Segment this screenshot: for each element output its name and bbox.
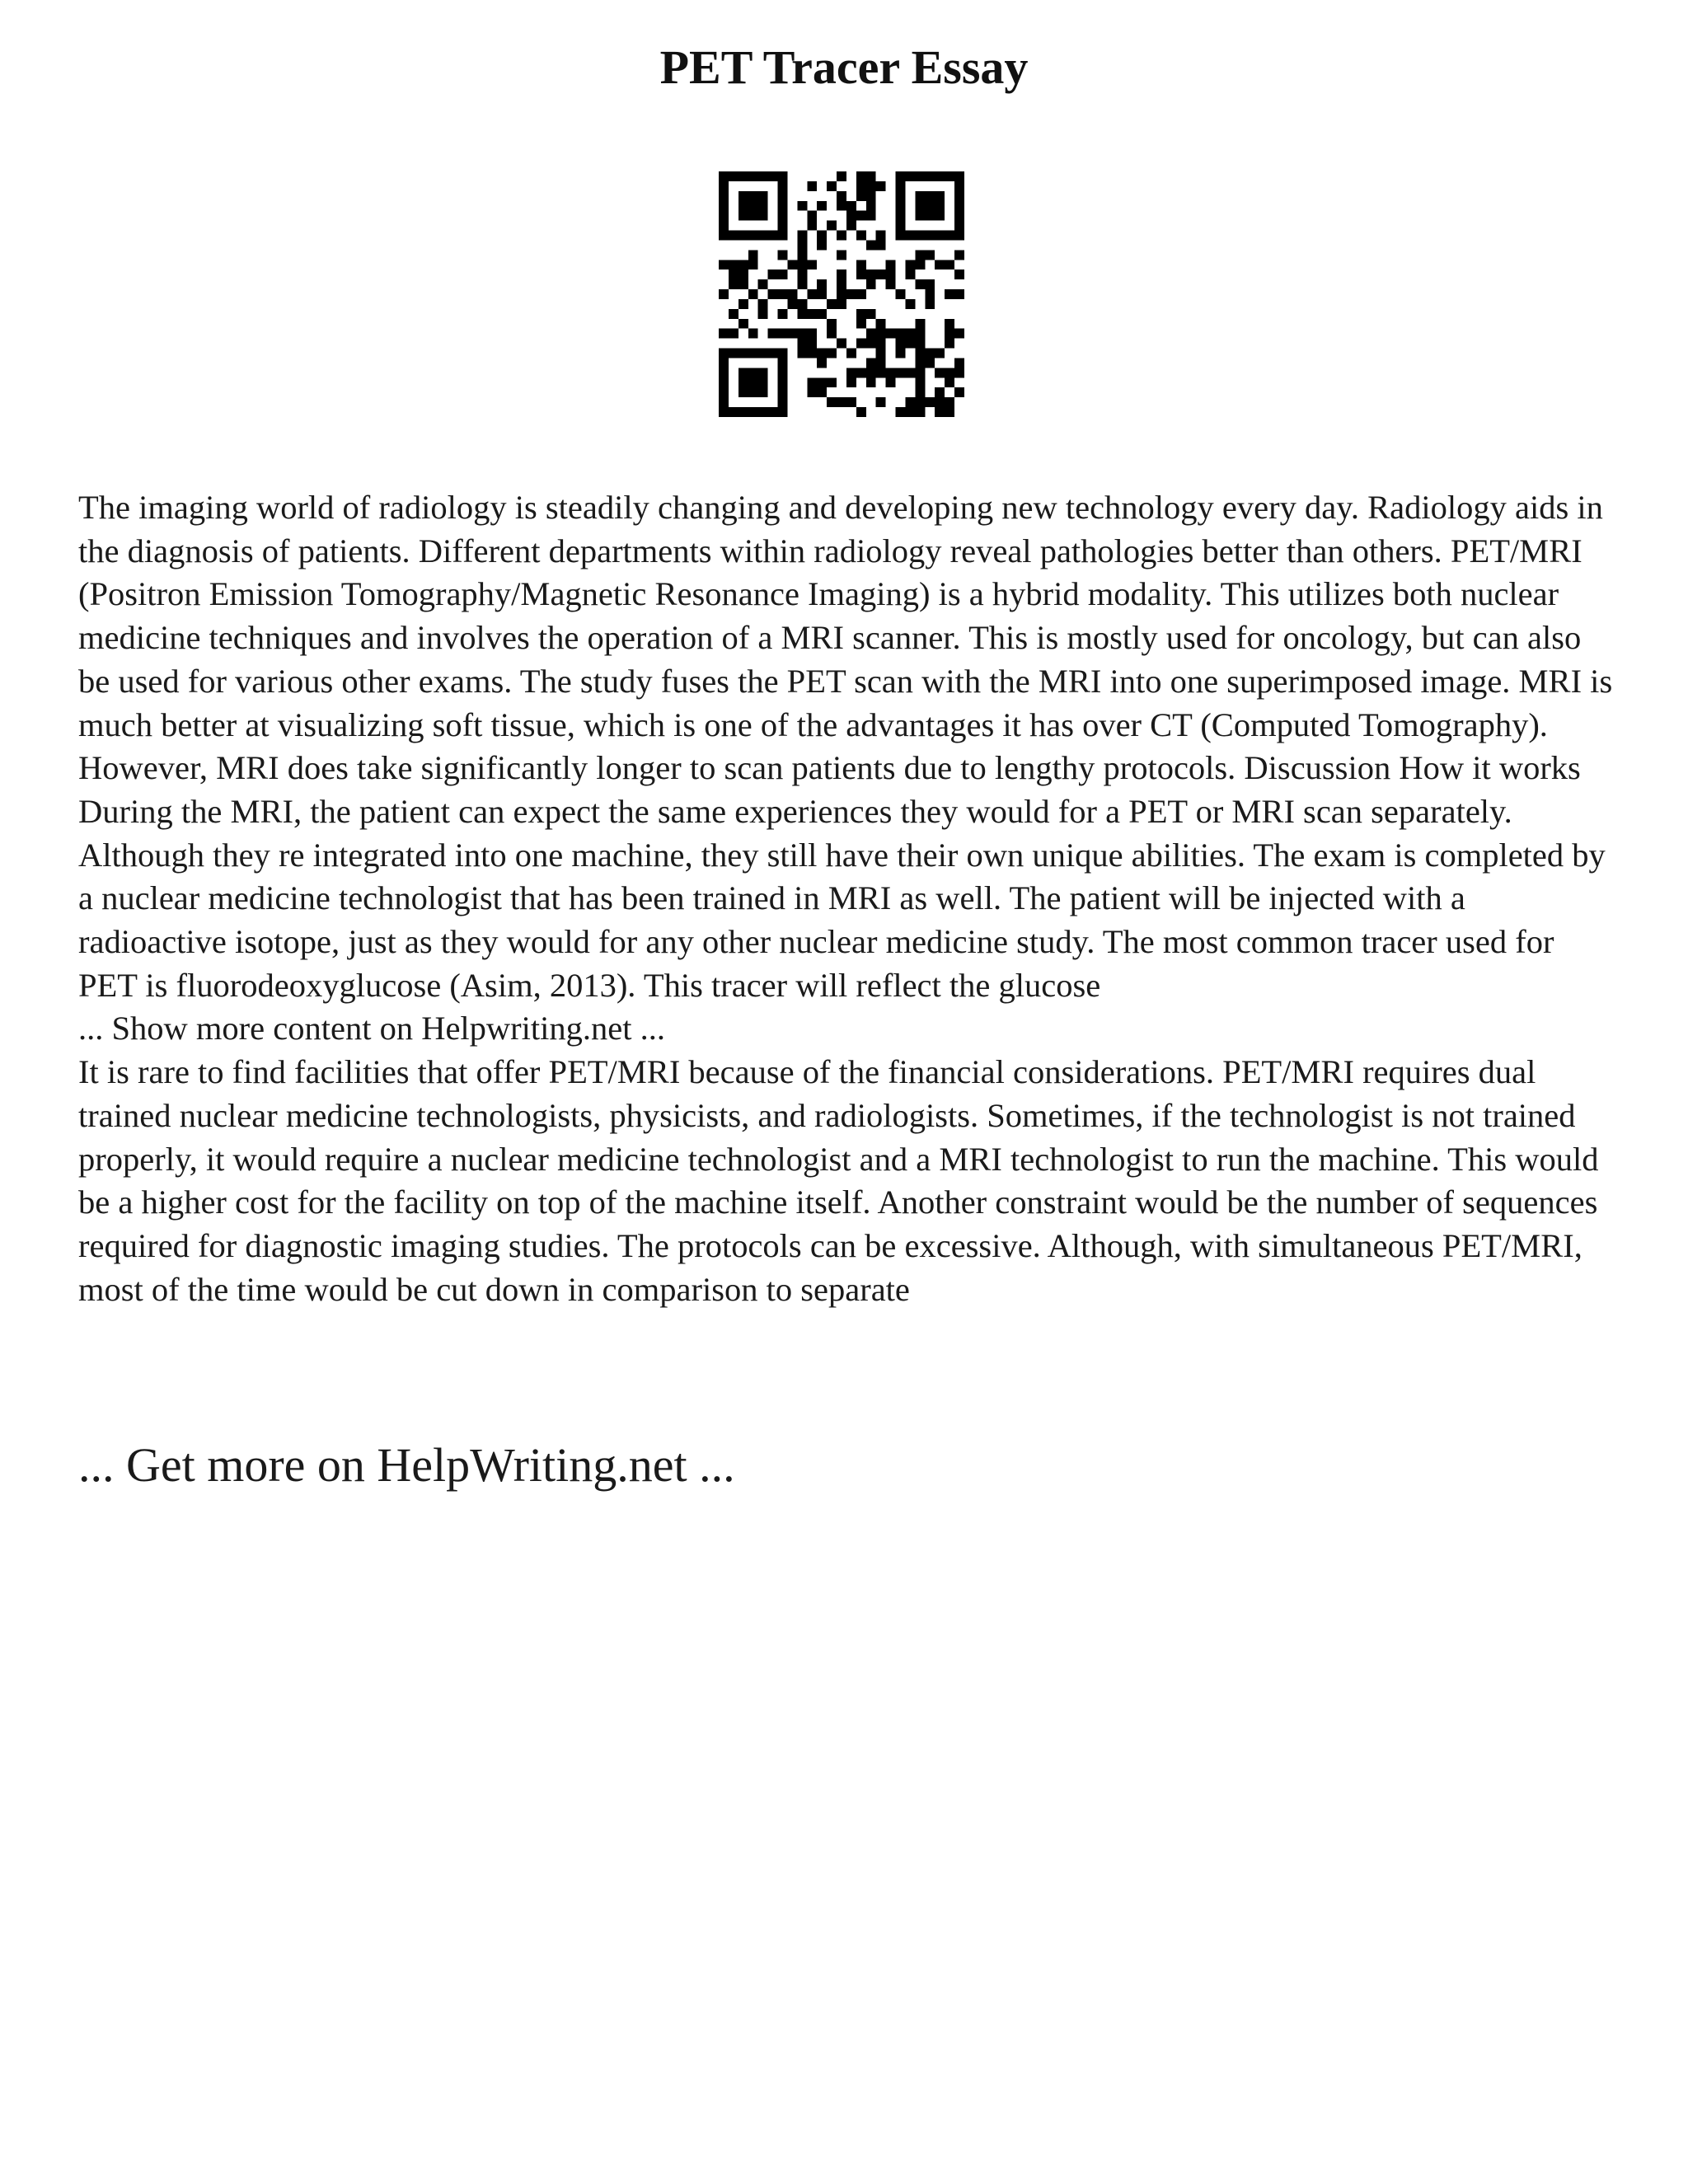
get-more-link[interactable]: ... Get more on HelpWriting.net ... <box>78 1438 735 1492</box>
essay-paragraph-intro: The imaging world of radiology is steadily changing and developing new technology every day. Radiology aids in the diagnosis of patients. Different departments within radiology reveal pathologies better than others. PET/MRI (Positron Emission Tomography/Magnetic Resonance Imaging) is a hybrid modality. This utilizes both nuclear medicine techniques and involves the operation of a MRI scanner. This is mostly used for oncology, but can also be used for various other exams. The study fuses the PET scan with the MRI into one superimposed image. MRI is much better at visualizing soft tissue, which is one of the advantages it has over CT (Computed Tomography). However, MRI does take significantly longer to scan patients due to lengthy protocols. Discussion How it works During the MRI, the patient can expect the same experiences they would for a PET or MRI scan separately. Although they re integrated into one machine, they still have their own unique abilities. The exam is completed by a nuclear medicine technologist that has been trained in MRI as well. The patient will be injected with a radioactive isotope, just as they would for any other nuclear medicine study. The most common tracer used for PET is fluorodeoxyglucose (Asim, 2013). This tracer will reflect the glucose <box>78 489 1613 1004</box>
show-more-link[interactable]: ... Show more content on Helpwriting.net ... <box>78 1010 666 1047</box>
essay-paragraph-constraints: It is rare to find facilities that offer PET/MRI because of the financial considerations. PET/MRI requires dual trained nuclear medicine technologists, physicists, and radiologists. Sometimes, if the technologist is not trained properly, it would require a nuclear medicine technologist and a MRI technologist to run the machine. This would be a higher cost for the facility on top of the machine itself. Another constraint would be the number of sequences required for diagnostic imaging studies. The protocols can be excessive. Although, with simultaneous PET/MRI, most of the time would be cut down in comparison to separate <box>78 1053 1599 1308</box>
page-title: PET Tracer Essay <box>659 40 1029 94</box>
essay-body <box>78 486 1620 1311</box>
qr-code-icon <box>719 171 964 417</box>
